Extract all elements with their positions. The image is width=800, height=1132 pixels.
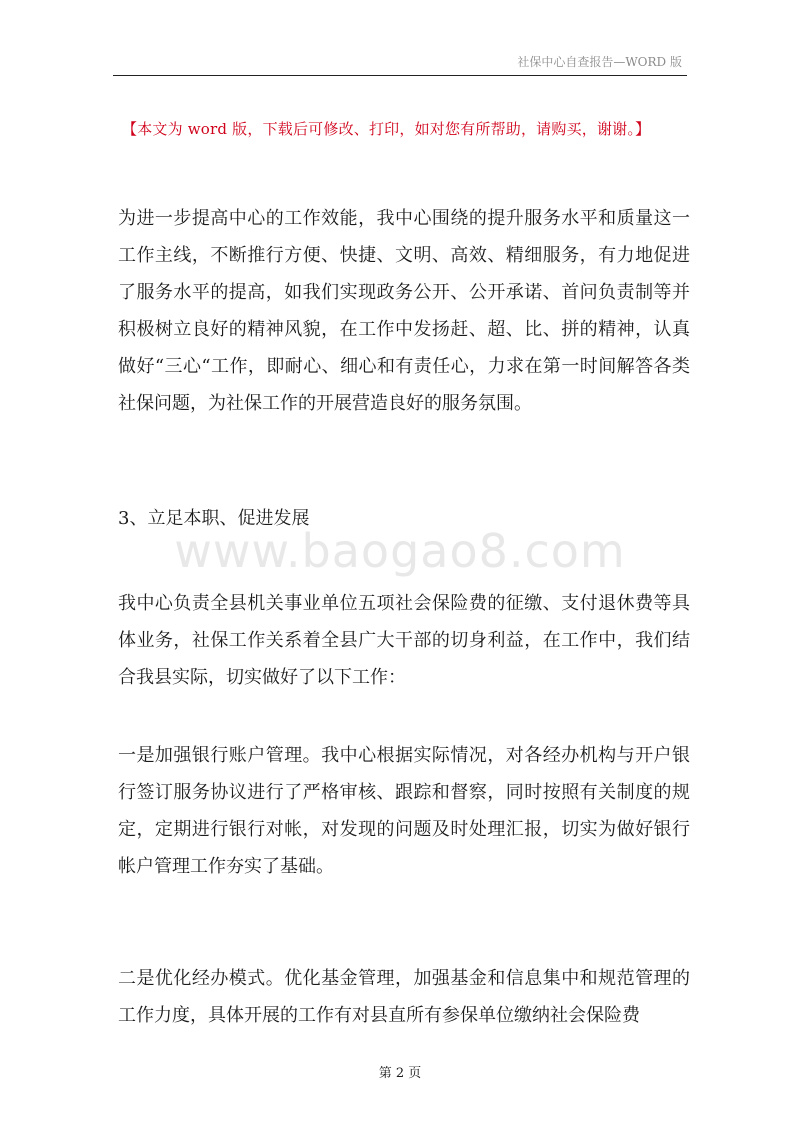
page-number: 第 2 页 [378,1066,422,1081]
header-divider [113,75,687,76]
watermark: www.baogao8.com [174,524,626,578]
paragraph-service-efficiency: 为进一步提高中心的工作效能，我中心围绕的提升服务水平和质量这一工作主线，不断推行方便、快捷、文明、高效、精细服务，有力地促进了服务水平的提高，如我们实现政务公开、公开承诺、首问负责制等并积极树立良好的精神风貌，在工作中发扬赶、超、比、拼的精神，认真做好“三心“工作，即耐心、细心和有责任心，力求在第一时间解答各类社保问题，为社保工作的开展营造良好的服务氛围。 [118,208,690,414]
running-header: 社保中心自查报告—WORD 版 [517,55,682,69]
section-heading: 3、立足本职、促进发展 [118,508,310,529]
paragraph-bank-accounts: 一是加强银行账户管理。我中心根据实际情况，对各经办机构与开户银行签订服务协议进行了严格审核、跟踪和督察，同时按照有关制度的规定，定期进行银行对帐，对发现的问题及时处理汇报，切实为做好银行帐户管理工作夯实了基础。 [118,745,690,877]
paragraph-optimize-model: 二是优化经办模式。优化基金管理，加强基金和信息集中和规范管理的工作力度，具体开展的工作有对县直所有参保单位缴纳社会保险费 [118,968,690,1026]
download-notice: 【本文为 word 版，下载后可修改、打印，如对您有所帮助，请购买，谢谢。】 [122,120,651,138]
paragraph-responsibilities: 我中心负责全县机关事业单位五项社会保险费的征缴、支付退休费等具体业务，社保工作关系着全县广大干部的切身利益，在工作中，我们结合我县实际，切实做好了以下工作： [118,593,690,688]
